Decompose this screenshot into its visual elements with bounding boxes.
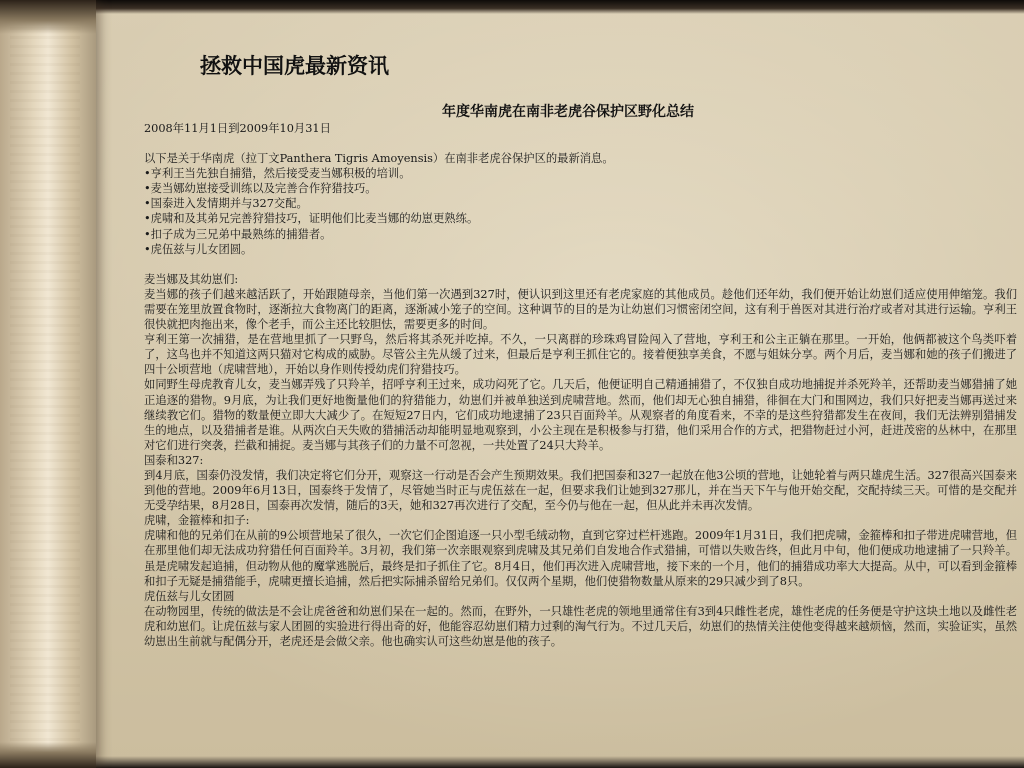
scroll-roll-bottom bbox=[0, 742, 96, 768]
section-paragraph: 如同野生母虎教育儿女，麦当娜弄残了只羚羊，招呼亨利王过来，成功闷死了它。几天后，他便证明自己精通捕猎了，不仅独自成功地捕捉并杀死羚羊，还帮助麦当娜猎捕了她正追逐的猎物。9月底，为让我们更好地衡量他们的狩猎能力，幼崽们并被单独送到虎啸营地。然而，他们却无心独自捕猎，徘徊在大门和围网边，我们只好把麦当娜再送过来继续教它们。猎物的数量便立即大大减少了。在短短27日内，它们成功地逮捕了23只百面羚羊。从观察者的角度看来，不幸的是这些狩猎都发生在夜间，我们无法辨别猎捕发生的地点，以及猎捕者是谁。从两次白天失败的猎捕活动却能明显地观察到，小公主现在是积极参与打猎，他们采用合作的方式，把猎物赶过小河，赶进茂密的丛林中，在那里对它们进行突袭，拦截和捕捉。麦当娜与其孩子们的力量不可忽视，一共处置了24只大羚羊。 bbox=[144, 378, 1017, 452]
section-heading: 虎伍兹与儿女团圆 bbox=[144, 589, 235, 603]
top-torn-edge bbox=[0, 0, 1024, 14]
spacer bbox=[144, 136, 1017, 151]
page-title: 拯救中国虎最新资讯 bbox=[200, 54, 389, 78]
section-paragraph: 麦当娜的孩子们越来越活跃了，开始跟随母亲，当他们第一次遇到327时，便认识到这里还有老虎家庭的其他成员。趁他们还年幼，我们便开始让幼崽们适应使用伸缩笼。我们需要在笼里放置食物时，逐渐拉大食物离门的距离，逐渐减小笼子的空间。这种调节的目的是为让幼崽们习惯密闭空间，这有利于兽医对其进行治疗或者对其进行运输。亨利王很快就把肉拖出来，像个老手，而公主还比较胆怯，需要更多的时间。 bbox=[144, 287, 1017, 332]
bottom-edge bbox=[0, 756, 1024, 768]
section-heading: 麦当娜及其幼崽们: bbox=[144, 272, 239, 286]
date-range: 2008年11月1日到2009年10月31日 bbox=[144, 122, 331, 135]
bullet-item: •扣子成为三兄弟中最熟练的捕猎者。 bbox=[144, 227, 332, 241]
document-heading: 年度华南虎在南非老虎谷保护区野化总结 bbox=[442, 104, 694, 120]
document-body bbox=[144, 121, 1017, 649]
scroll-roll-top bbox=[0, 0, 96, 34]
section-heading: 虎啸，金箍棒和扣子: bbox=[144, 514, 250, 528]
bullet-item: •亨利王当先独自捕猎，然后接受麦当娜积极的培训。 bbox=[144, 167, 411, 181]
section-paragraph: 到4月底，国泰仍没发情，我们决定将它们分开，观察这一行动是否会产生预期效果。我们把国泰和327一起放在他3公顷的营地，让她轮着与两只雄虎生活。327很高兴国泰来到他的营地。2009年6月13日，国泰终于发情了，尽管她当时正与虎伍兹在一起，但要求我们让她到327那儿，并在当天下午与他开始交配，交配持续三天。可惜的是交配并无受孕结果，8月28日，国泰再次发情，随后的3天，她和327再次进行了交配，至今仍与他在一起，但从此并未再次发情。 bbox=[144, 468, 1017, 513]
scroll-roll-texture bbox=[10, 0, 80, 768]
bullet-item: •虎伍兹与儿女团圆。 bbox=[144, 242, 253, 256]
bullet-item: •虎啸和及其弟兄完善狩猎技巧，证明他们比麦当娜的幼崽更熟练。 bbox=[144, 212, 479, 226]
bullet-item: •麦当娜幼崽接受训练以及完善合作狩猎技巧。 bbox=[144, 182, 377, 196]
spacer bbox=[144, 257, 1017, 272]
section-paragraph: 虎啸和他的兄弟们在从前的9公顷营地呆了很久，一次它们企图追逐一只小型毛绒动物，直到它穿过栏杆逃跑。2009年1月31日，我们把虎啸，金箍棒和扣子带进虎啸营地，但在那里他们却无法成功狩猎任何百面羚羊。3月初，我们第一次亲眼观察到虎啸及其兄弟们自发地合作式猎捕，可惜以失败告终，但此月中旬，他们便成功地逮捕了一只羚羊。虽是虎啸发起追捕，但动物从他的魔掌逃脱后，最终是扣子抓住了它。8月4日，他们再次进入虎啸营地，接下来的一个月，他们的捕猎成功率大大提高。从中，可以看到金箍棒和扣子无疑是捕猎能手，虎啸更擅长追捕，然后把实际捕杀留给兄弟们。仅仅两个星期，他们使猎物数量从原来的29只减少到了8只。 bbox=[144, 529, 1017, 588]
section-heading: 国泰和327: bbox=[144, 453, 204, 467]
section-paragraph: 在动物园里，传统的做法是不会让虎爸爸和幼崽们呆在一起的。然而，在野外，一只雄性老虎的领地里通常住有3到4只雌性老虎，雄性老虎的任务便是守护这块土地以及雌性老虎和幼崽们。让虎伍兹与家人团圆的实验进行得出奇的好，他能容忍幼崽们精力过剩的淘气行为。不过几天后，幼崽们的热情关注使他变得越来越烦恼，然而，实验证实，虽然幼崽出生前就与配偶分开，老虎还是会做父亲。他也确实认可这些幼崽是他的孩子。 bbox=[144, 604, 1017, 648]
section-paragraph: 亨利王第一次捕猎，是在营地里抓了一只野鸟，然后将其杀死并吃掉。不久，一只离群的珍珠鸡冒险闯入了营地，亨利王和公主正躺在那里。一开始，他俩都被这个鸟类吓着了，这鸟也并不知道这两只猫对它构成的威胁。尽管公主先从缓了过来，但最后是亨利王抓住它的。接着便独享美食，不愿与姐妹分享。两个月后，麦当娜和她的孩子们搬进了四十公顷营地（虎啸营地），开始以身作则传授幼虎们狩猎技巧。 bbox=[144, 333, 1017, 377]
intro-paragraph: 以下是关于华南虎（拉丁文Panthera Tigris Amoyensis）在南非老虎谷保护区的最新消息。 bbox=[144, 152, 614, 166]
bullet-item: •国泰进入发情期并与327交配。 bbox=[144, 197, 308, 211]
scroll-roll-decoration bbox=[0, 0, 96, 768]
